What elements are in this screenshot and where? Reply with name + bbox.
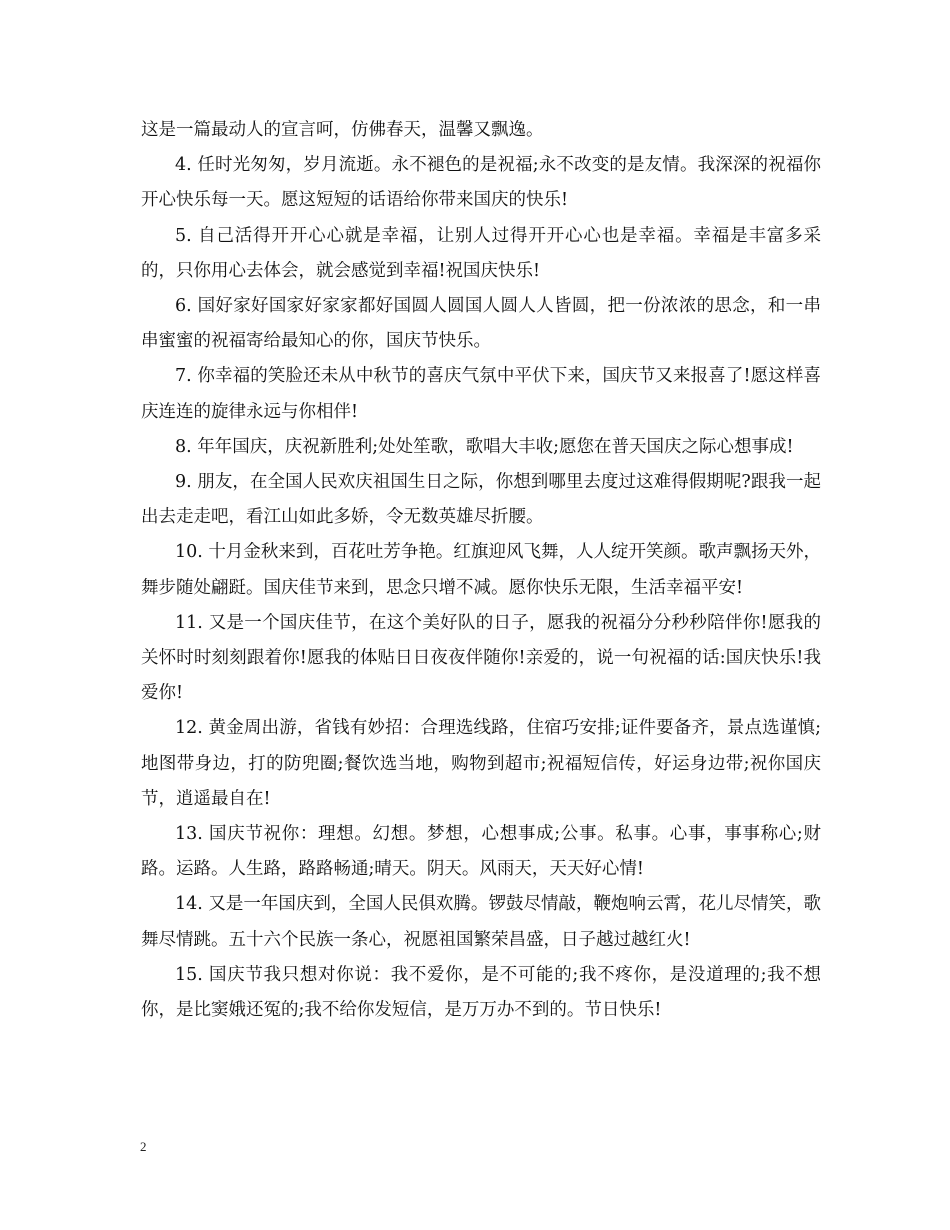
paragraph: 这是一篇最动人的宣言呵，仿佛春天，温馨又飘逸。	[141, 120, 544, 140]
paragraph: 11. 又是一个国庆佳节，在这个美好队的日子，愿我的祝福分分秒秒陪伴你!愿我的关怀时时刻刻跟着你!愿我的体贴日日夜夜伴随你!亲爱的，说一句祝福的话:国庆快乐!我爱你!	[141, 612, 821, 704]
page-number: 2	[140, 1139, 147, 1154]
paragraph: 14. 又是一年国庆到，全国人民俱欢腾。锣鼓尽情敲，鞭炮响云霄，花儿尽情笑，歌舞尽情跳。五十六个民族一条心，祝愿祖国繁荣昌盛，日子越过越红火!	[141, 894, 821, 950]
paragraph: 12. 黄金周出游，省钱有妙招：合理选线路，住宿巧安排;证件要备齐，景点选谨慎;地图带身边，打的防兜圈;餐饮选当地，购物到超市;祝福短信传，好运身边带;祝你国庆节，逍遥最自在!	[141, 718, 821, 809]
document-body	[141, 113, 821, 1028]
paragraph: 5. 自己活得开开心心就是幸福，让别人过得开开心心也是幸福。幸福是丰富多采的，只你用心去体会，就会感觉到幸福!祝国庆快乐!	[141, 225, 821, 281]
paragraph: 15. 国庆节我只想对你说：我不爱你，是不可能的;我不疼你，是没道理的;我不想你，是比窦娥还冤的;我不给你发短信，是万万办不到的。节日快乐!	[141, 964, 821, 1021]
paragraph: 4. 任时光匆匆，岁月流逝。永不褪色的是祝福;永不改变的是友情。我深深的祝福你开心快乐每一天。愿这短短的话语给你带来国庆的快乐!	[141, 155, 821, 211]
paragraph: 13. 国庆节祝你：理想。幻想。梦想，心想事成;公事。私事。心事，事事称心;财路。运路。人生路，路路畅通;晴天。阴天。风雨天，天天好心情!	[141, 824, 821, 880]
paragraph: 9. 朋友，在全国人民欢庆祖国生日之际，你想到哪里去度过这难得假期呢?跟我一起出去走走吧，看江山如此多娇，令无数英雄尽折腰。	[141, 472, 821, 528]
paragraph: 7. 你幸福的笑脸还未从中秋节的喜庆气氛中平伏下来，国庆节又来报喜了!愿这样喜庆连连的旋律永远与你相伴!	[141, 366, 821, 422]
paragraph: 8. 年年国庆，庆祝新胜利;处处笙歌，歌唱大丰收;愿您在普天国庆之际心想事成!	[175, 436, 794, 457]
paragraph: 6. 国好家好国家好家家都好国圆人圆国人圆人人皆圆，把一份浓浓的思念，和一串串蜜蜜的祝福寄给最知心的你，国庆节快乐。	[141, 296, 821, 352]
paragraph: 10. 十月金秋来到，百花吐芳争艳。红旗迎风飞舞，人人绽开笑颜。歌声飘扬天外，舞步随处翩跹。国庆佳节来到，思念只增不减。愿你快乐无限，生活幸福平安!	[141, 542, 821, 598]
